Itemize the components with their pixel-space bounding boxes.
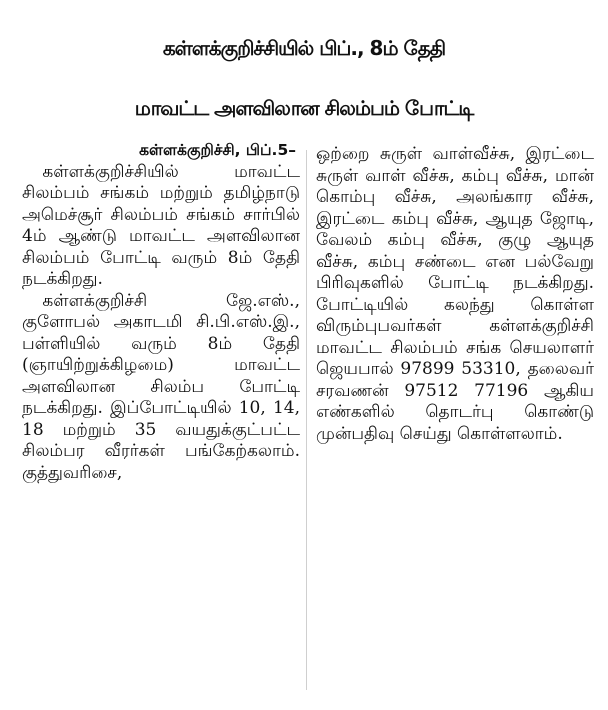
paragraph-1: கள்ளக்குறிச்சியில் மாவட்ட சிலம்பம் சங்கம் மற்றும் தமிழ்நாடு அமெச்சூர் சிலம்பம் சங்கம் சார்பில் 4ம் ஆண்டு மாவட்ட அளவிலான சிலம்பம் போட்டி வரும் 8ம் தேதி நடக்கிறது. (22, 161, 300, 289)
headline-line-1: கள்ளக்குறிச்சியில் பிப்., 8ம் தேதி (162, 36, 446, 60)
paragraph-2-continued: ஒற்றை சுருள் வாள்வீச்சு, இரட்டை சுருள் வாள் வீச்சு, கம்பு வீச்சு, மான் கொம்பு வீச்சு, அலங்கார வீச்சு, இரட்டை கம்பு வீச்சு, ஆயுத ஜோடி, வேலம் கம்பு வீச்சு, குழு ஆயுத வீச்சு, கம்பு சண்டை என பல்வேறு பிரிவுகளில் போட்டி நடக்கிறது. போட்டியில் கலந்து கொள்ள விரும்புபவர்கள் கள்ளக்குறிச்சி மாவட்ட சிலம்பம் சங்க செயலாளர் ஜெயபால் 97899 53310, தலைவர் சரவணன் 97512 77196 ஆகிய எண்களில் தொடர்பு கொண்டு முன்பதிவு செய்து கொள்ளலாம். (316, 144, 594, 444)
article-column-right (316, 144, 594, 445)
column-divider (306, 150, 307, 690)
headline (0, 18, 608, 138)
article-column-left (22, 140, 300, 484)
headline-line-2: மாவட்ட அளவிலான சிலம்பம் போட்டி (134, 96, 474, 120)
dateline: கள்ளக்குறிச்சி, பிப்.5– (139, 141, 296, 159)
paragraph-2: கள்ளக்குறிச்சி ஜே.எஸ்., குளோபல் அகாடமி சி.பி.எஸ்.இ., பள்ளியில் வரும் 8ம் தேதி (ஞாயிற்றுக்கிழமை) மாவட்ட அளவிலான சிலம்ப போட்டி நடக்கிறது. இப்போட்டியில் 10, 14, 18 மற்றும் 35 வயதுக்குட்பட்ட சிலம்பர வீரர்கள் பங்கேற்கலாம். குத்துவரிசை, (22, 290, 300, 483)
